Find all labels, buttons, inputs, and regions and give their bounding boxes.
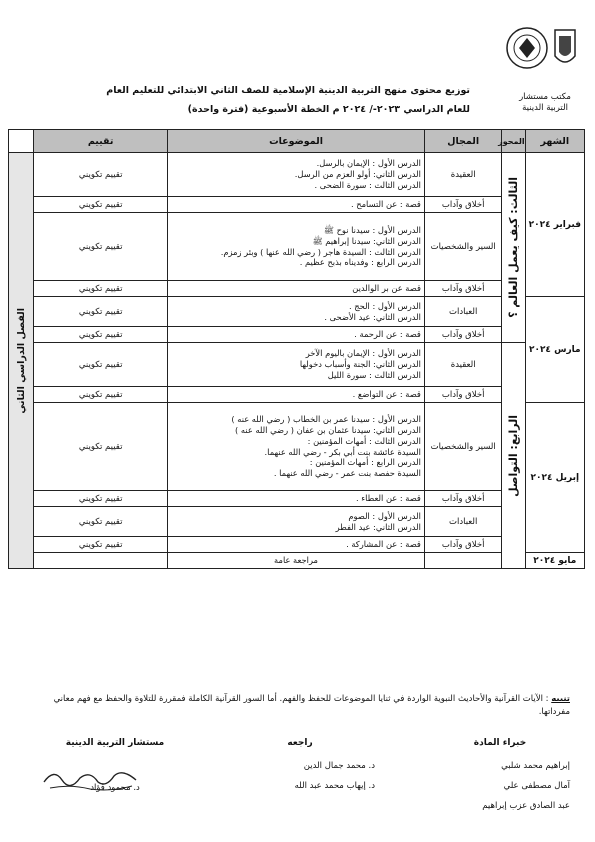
evaluation-cell: تقييم تكويني [34, 507, 168, 537]
topics-cell [168, 197, 425, 213]
field-cell: أخلاق وآداب [424, 387, 502, 403]
title-line-1: توزيع محتوى منهج التربية الدينية الإسلامية للصف الثاني الابتدائي للتعليم العام [106, 85, 470, 96]
topics-cell [168, 553, 425, 569]
topics-cell [168, 297, 425, 327]
topic-line: الدرس الأول : سيدنا عمر بن الخطاب ( رضي الله عنه ) [231, 414, 421, 425]
note-label: تنبيه [551, 694, 570, 704]
evaluation-cell [34, 553, 168, 569]
field-cell: أخلاق وآداب [424, 327, 502, 343]
note-box [30, 693, 570, 719]
evaluation-cell: تقييم تكويني [34, 297, 168, 327]
topic-line: السيدة حفصة بنت عمر - رضي الله عنهما . [273, 468, 421, 479]
office-line-2: التربية الدينية [522, 103, 568, 113]
topics-cell [168, 213, 425, 281]
topic-line: مراجعة عامة [274, 555, 318, 566]
topic-line: الدرس الثاني: عيد الفطر [335, 521, 421, 532]
evaluation-cell: تقييم تكويني [34, 213, 168, 281]
header-term [9, 130, 34, 153]
field-cell: أخلاق وآداب [424, 197, 502, 213]
topics-cell [168, 327, 425, 343]
table-header-row [9, 130, 585, 153]
curriculum-table [8, 129, 585, 569]
table-row [9, 197, 585, 213]
table-row [9, 507, 585, 537]
topic-line: الدرس الثالث : السيدة هاجر ( رضي الله عنها ) وبئر زمزم. [220, 246, 421, 257]
topic-line: السيدة عائشة بنت أبي بكر - رضي الله عنهما. [264, 446, 421, 457]
header-month: الشهر [525, 130, 584, 153]
topics-cell [168, 491, 425, 507]
topic-line: الدرس الأول : الإيمان باليوم الآخر [305, 348, 421, 359]
topic-line: الدرس الثالث : سورة الضحى . [314, 179, 421, 190]
topics-cell [168, 153, 425, 197]
topic-line: قصة : عن التواضع . [352, 389, 421, 400]
topic-line: الدرس الثاني: أولو العزم من الرسل. [294, 169, 421, 180]
topic-line: قصة : عن العطاء . [355, 493, 421, 504]
term-cell: الفصل الدراسي الثاني [9, 153, 34, 569]
topic-line: قصة : عن المشاركة . [346, 539, 421, 550]
topic-line: الدرس الأول : الإيمان بالرسل. [316, 158, 421, 169]
topic-line: الدرس الأول : سيدنا نوح ﷺ [323, 224, 421, 235]
topic-line: قصة : عن الرحمة . [354, 329, 421, 340]
expert-name: آمال مصطفى علي [503, 781, 570, 791]
table-row [9, 387, 585, 403]
field-cell [424, 553, 502, 569]
reviewer-name: د. محمد جمال الدين [303, 761, 375, 771]
header-topics: الموضوعات [168, 130, 425, 153]
page-title [40, 84, 470, 116]
topic-line: الدرس الثاني: سيدنا عثمان بن عفان ( رضي الله عنه ) [235, 424, 421, 435]
title-line-2: للعام الدراسي ٢٠٢٣-/ ٢٠٢٤ م الخطة الأسبوعية (فترة واحدة) [187, 104, 470, 115]
field-cell: العقيدة [424, 153, 502, 197]
header-axis: المحور [502, 130, 525, 153]
handwritten-signature [40, 762, 140, 794]
evaluation-cell: تقييم تكويني [34, 403, 168, 491]
expert-name: عبد الصادق عزب إبراهيم [482, 801, 570, 811]
topics-cell [168, 403, 425, 491]
field-cell: أخلاق وآداب [424, 537, 502, 553]
topic-line: الدرس الرابع : وفديناه بذبح عظيم . [299, 257, 421, 268]
month-cell-apr: إبريل ٢٠٢٤ [525, 403, 584, 553]
field-cell: أخلاق وآداب [424, 491, 502, 507]
office-label [505, 92, 585, 114]
ministry-logo [505, 18, 585, 78]
field-cell: السير والشخصيات [424, 403, 502, 491]
advisor-title: مستشار التربية الدينية [65, 738, 165, 748]
evaluation-cell: تقييم تكويني [34, 281, 168, 297]
month-cell-may: مايو ٢٠٢٤ [525, 553, 584, 569]
topics-cell [168, 343, 425, 387]
header-evaluation: تقييم [34, 130, 168, 153]
evaluation-cell: تقييم تكويني [34, 153, 168, 197]
field-cell: أخلاق وآداب [424, 281, 502, 297]
topics-cell [168, 537, 425, 553]
axis-third: الثالث: كيف يعمل العالم ؟ [502, 153, 525, 343]
evaluation-cell: تقييم تكويني [34, 327, 168, 343]
advisor-name: د. محمود فؤاد [90, 783, 140, 793]
reviewers-column [225, 738, 375, 796]
topic-line: الدرس الرابع : أمهات المؤمنين : [309, 457, 421, 468]
topic-line: الدرس الأول : الحج . [348, 300, 421, 311]
axis-fourth: الرابع: التواصل [502, 343, 525, 569]
field-cell: العبادات [424, 297, 502, 327]
table-row [9, 537, 585, 553]
note-text: : الآيات القرآنية والأحاديث النبوية الواردة في ثنايا الموضوعات للحفظ والفهم. أما السور القرآنية الكاملة فمقررة للتلاوة والحفظ مع فهم معاني مفرداتها. [53, 694, 570, 717]
table-row [9, 343, 585, 387]
topic-line: الدرس الثالث : أمهات المؤمنين : [307, 435, 421, 446]
evaluation-cell: تقييم تكويني [34, 197, 168, 213]
topics-cell [168, 281, 425, 297]
office-line-1: مكتب مستشار [519, 92, 571, 102]
experts-column [430, 738, 570, 816]
field-cell: العبادات [424, 507, 502, 537]
evaluation-cell: تقييم تكويني [34, 491, 168, 507]
header-field: المجال [424, 130, 502, 153]
month-cell-feb: فبراير ٢٠٢٤ [525, 153, 584, 297]
reviewer-name: د. إيهاب محمد عبد الله [294, 781, 375, 791]
table-row [9, 213, 585, 281]
topics-cell [168, 387, 425, 403]
topic-line: الدرس الأول : الصوم [348, 510, 421, 521]
topic-line: قصة : عن التسامح . [350, 199, 421, 210]
topic-line: الدرس الثاني: الجنة وأسباب دخولها [299, 359, 421, 370]
experts-title: خبراء المادة [473, 738, 527, 748]
evaluation-cell: تقييم تكويني [34, 387, 168, 403]
topics-cell [168, 507, 425, 537]
table-row [9, 327, 585, 343]
topic-line: الدرس الثاني: سيدنا إبراهيم ﷺ [312, 235, 421, 246]
topic-line: قصة عن بر الوالدين [352, 283, 421, 294]
topic-line: الدرس الثالث : سورة الليل [327, 369, 421, 380]
table-row [9, 403, 585, 491]
expert-name: إبراهيم محمد شلبي [501, 761, 570, 771]
evaluation-cell: تقييم تكويني [34, 343, 168, 387]
evaluation-cell: تقييم تكويني [34, 537, 168, 553]
table-row [9, 153, 585, 197]
field-cell: العقيدة [424, 343, 502, 387]
field-cell: السير والشخصيات [424, 213, 502, 281]
table-row [9, 297, 585, 327]
month-cell-mar: مارس ٢٠٢٤ [525, 297, 584, 403]
reviewers-title: راجعه [287, 738, 313, 748]
table-row [9, 281, 585, 297]
table-row [9, 491, 585, 507]
topic-line: الدرس الثاني: عيد الأضحى . [324, 311, 421, 322]
table-row [9, 553, 585, 569]
